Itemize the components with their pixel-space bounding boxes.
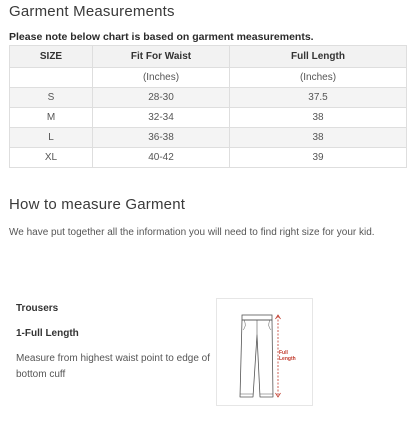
header-fit-for-waist: Fit For Waist [93, 46, 230, 68]
table-row [10, 108, 407, 128]
table-cell: 40-42 [93, 148, 230, 168]
table-cell: 32-34 [93, 108, 230, 128]
table-cell: 39 [230, 148, 407, 168]
header-full-length: Full Length [230, 46, 407, 68]
table-cell: (Inches) [93, 68, 230, 88]
table-cell: 37.5 [230, 88, 407, 108]
table-cell: XL [10, 148, 93, 168]
how-to-measure-description: We have put together all the information you will need to find right size for your kid. [9, 227, 375, 238]
header-size: SIZE [10, 46, 93, 68]
page-title: Garment Measurements [9, 3, 175, 20]
diagram-label-length: Length [279, 356, 296, 362]
table-cell: S [10, 88, 93, 108]
table-cell: L [10, 128, 93, 148]
table-cell: 36-38 [93, 128, 230, 148]
diagram-label-full: Full [279, 350, 288, 356]
table-cell: 28-30 [93, 88, 230, 108]
how-to-measure-title: How to measure Garment [9, 196, 186, 213]
table-cell [10, 68, 93, 88]
table-row [10, 148, 407, 168]
table-cell: 38 [230, 108, 407, 128]
trousers-measurement-icon [217, 299, 312, 405]
table-cell: 38 [230, 128, 407, 148]
garment-type-label: Trousers [16, 303, 59, 314]
table-header-row [10, 46, 407, 68]
measurement-description: Measure from highest waist point to edge of bottom cuff [16, 353, 210, 380]
size-chart-table [9, 45, 407, 168]
trousers-diagram [216, 298, 313, 406]
table-row [10, 88, 407, 108]
measurement-note: Please note below chart is based on garment measurements. [9, 31, 314, 43]
measurement-title: 1-Full Length [16, 328, 79, 339]
table-cell: M [10, 108, 93, 128]
table-units-row [10, 68, 407, 88]
table-cell: (Inches) [230, 68, 407, 88]
table-row [10, 128, 407, 148]
